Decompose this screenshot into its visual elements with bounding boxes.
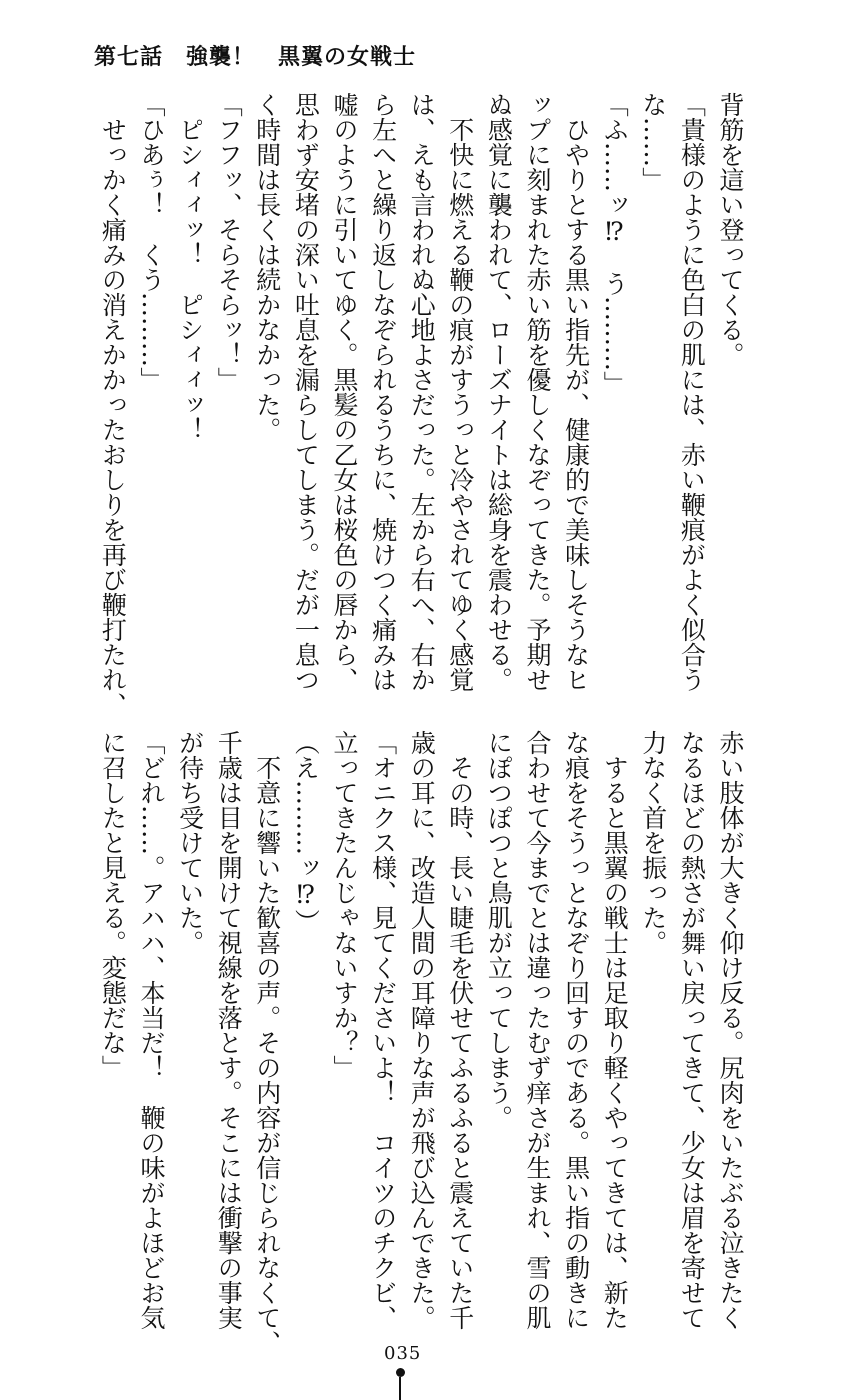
page-marker-dot [396,1368,405,1377]
text-column: 「ふ……ッ⁉ う………」 [600,92,630,396]
text-column: 嘘のように引いてゆく。黒髪の乙女は桜色の唇から、 [330,92,359,692]
text-column: 「フフッ、そらそらッ！」 [214,92,244,392]
text-column: 思わず安堵の深い吐息を漏らしてしまう。だが一息つ [291,92,321,692]
text-column: 「どれ……。アハハ、本当だ！ 鞭の味がよほどお気 [137,730,166,1330]
text-column: せっかく痛みの消えかかったおしりを再び鞭打たれ、 [98,117,128,717]
text-column: ップに刻まれた赤い筋を優しくなぞってきた。予期せ [523,92,552,692]
text-column: ぬ感覚に襲われて、ローズナイトは総身を震わせる。 [484,92,514,692]
text-column: ひやりとする黒い指先が、健康的で美味しそうなヒ [561,117,591,692]
upper-text-block [0,92,851,717]
running-header: 第七話 強襲！ 黒翼の女戦士 [94,44,417,70]
text-column: 赤い肢体が大きく仰け反る。尻肉をいたぶる泣きたく [716,730,745,1330]
text-column: に召したと見える。変態だな」 [98,730,128,1080]
text-column: な……」 [638,92,668,192]
text-column: 「ひあぅ！ くう………」 [137,92,166,392]
text-column: 歳の耳に、改造人間の耳障りな声が飛び込んできた。 [407,730,437,1330]
text-column: な痕をそうっとなぞり回すのである。黒い指の動きに [561,730,591,1330]
text-column: 千歳は目を開けて視線を落とす。そこには衝撃の事実 [214,730,244,1330]
page-marker-line [399,1377,401,1400]
text-column: （え………ッ⁉） [291,730,321,934]
text-column: ピシィィッ！ ピシィィッ！ [175,117,205,442]
text-column: 合わせて今までとは違ったむず痒さが生まれ、雪の肌 [523,730,552,1330]
text-column: すると黒翼の戦士は足取り軽くやってきては、新た [600,755,630,1330]
text-column: 力なく首を振った。 [638,730,668,955]
text-column: 「貴様のように色白の肌には、赤い鞭痕がよく似合う [677,92,707,692]
text-column: は、えも言われぬ心地よさだった。左から右へ、右か [407,92,437,692]
text-column: 立ってきたんじゃないすか？」 [330,730,359,1080]
text-column: く時間は長くは続かなかった。 [252,92,282,442]
text-column: ら左へと繰り返しなぞられるうちに、焼けつく痛みは [368,92,398,692]
text-column: 「オニクス様、見てくださいよ！ コイツのチクビ、 [368,730,398,1330]
text-column: なるほどの熱さが舞い戻ってきて、少女は眉を寄せて [677,730,707,1330]
text-column: 不意に響いた歓喜の声。その内容が信じられなくて、 [252,755,282,1355]
text-column: 不快に燃える鞭の痕がすうっと冷やされてゆく感覚 [445,117,475,692]
text-column: 背筋を這い登ってくる。 [716,92,745,367]
text-column: その時、長い睫毛を伏せてふるふると震えていた千 [445,755,475,1330]
page-number: 035 [384,1343,422,1364]
text-column: が待ち受けていた。 [175,730,205,955]
text-column: にぽつぽつと鳥肌が立ってしまう。 [484,730,514,1130]
